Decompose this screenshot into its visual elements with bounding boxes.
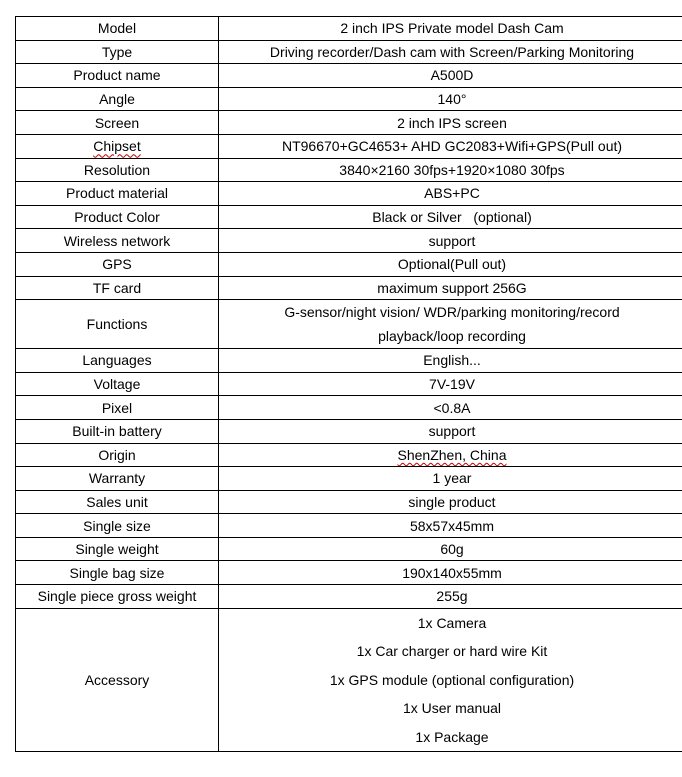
row-value: 1 year bbox=[219, 467, 682, 491]
row-value: 2 inch IPS Private model Dash Cam bbox=[219, 17, 682, 41]
row-label: Warranty bbox=[16, 467, 219, 491]
table-row bbox=[16, 205, 682, 229]
table-row bbox=[16, 443, 682, 467]
row-value bbox=[219, 300, 682, 349]
row-value: 2 inch IPS screen bbox=[219, 111, 682, 135]
spec-table bbox=[15, 16, 682, 752]
row-value: Optional(Pull out) bbox=[219, 252, 682, 276]
row-label: Origin bbox=[16, 443, 219, 467]
row-label: Type bbox=[16, 40, 219, 64]
table-row bbox=[16, 182, 682, 206]
accessory-item: 1x Package bbox=[415, 728, 489, 745]
row-label: Single piece gross weight bbox=[16, 585, 219, 609]
row-label: Single bag size bbox=[16, 561, 219, 585]
row-value: 3840×2160 30fps+1920×1080 30fps bbox=[219, 158, 682, 182]
row-value: <0.8A bbox=[219, 396, 682, 420]
row-value: A500D bbox=[219, 64, 682, 88]
table-row bbox=[16, 490, 682, 514]
table-row bbox=[16, 229, 682, 253]
row-label: Accessory bbox=[16, 608, 219, 752]
row-value: support bbox=[219, 229, 682, 253]
row-label: Product material bbox=[16, 182, 219, 206]
table-row bbox=[16, 514, 682, 538]
table-row bbox=[16, 419, 682, 443]
accessory-item: 1x User manual bbox=[402, 700, 502, 717]
accessory-item: 1x Car charger or hard wire Kit bbox=[356, 643, 548, 660]
table-row bbox=[16, 537, 682, 561]
row-label: Wireless network bbox=[16, 229, 219, 253]
table-row bbox=[16, 134, 682, 158]
table-row bbox=[16, 111, 682, 135]
row-value: 190x140x55mm bbox=[219, 561, 682, 585]
table-row bbox=[16, 158, 682, 182]
row-value: 58x57x45mm bbox=[219, 514, 682, 538]
table-row bbox=[16, 561, 682, 585]
row-label: Pixel bbox=[16, 396, 219, 420]
row-label: Voltage bbox=[16, 372, 219, 396]
table-row bbox=[16, 87, 682, 111]
row-value: 7V-19V bbox=[219, 372, 682, 396]
accessory-item: 1x GPS module (optional configuration) bbox=[329, 671, 575, 688]
row-value: maximum support 256G bbox=[219, 276, 682, 300]
row-label: Model bbox=[16, 17, 219, 41]
row-value: 140° bbox=[219, 87, 682, 111]
row-value: 60g bbox=[219, 537, 682, 561]
row-label: Product Color bbox=[16, 205, 219, 229]
table-row bbox=[16, 585, 682, 609]
row-value: Black or Silver (optional) bbox=[219, 205, 682, 229]
accessory-item: 1x Camera bbox=[417, 614, 487, 631]
row-label: Built-in battery bbox=[16, 419, 219, 443]
table-row bbox=[16, 372, 682, 396]
row-value: support bbox=[219, 419, 682, 443]
table-row bbox=[16, 396, 682, 420]
row-label: Single size bbox=[16, 514, 219, 538]
row-label: Product name bbox=[16, 64, 219, 88]
row-value: NT96670+GC4653+ AHD GC2083+Wifi+GPS(Pull out) bbox=[219, 134, 682, 158]
functions-line: G-sensor/night vision/ WDR/parking monitoring/record bbox=[284, 304, 620, 321]
table-row bbox=[16, 300, 682, 349]
row-label: Angle bbox=[16, 87, 219, 111]
row-value: Driving recorder/Dash cam with Screen/Parking Monitoring bbox=[219, 40, 682, 64]
table-row bbox=[16, 349, 682, 373]
table-row bbox=[16, 252, 682, 276]
row-label: Resolution bbox=[16, 158, 219, 182]
table-row bbox=[16, 608, 682, 752]
row-value: single product bbox=[219, 490, 682, 514]
row-label: Single weight bbox=[16, 537, 219, 561]
row-label: Chipset bbox=[93, 138, 141, 155]
functions-line: playback/loop recording bbox=[378, 328, 526, 345]
table-row bbox=[16, 40, 682, 64]
row-value: ShenZhen, China bbox=[397, 446, 507, 463]
row-label: Screen bbox=[16, 111, 219, 135]
table-row bbox=[16, 467, 682, 491]
row-label: Functions bbox=[16, 300, 219, 349]
row-label: TF card bbox=[16, 276, 219, 300]
row-value: English... bbox=[219, 349, 682, 373]
accessory-list bbox=[219, 608, 682, 752]
table-row bbox=[16, 276, 682, 300]
row-label: GPS bbox=[16, 252, 219, 276]
table-row bbox=[16, 17, 682, 41]
row-label: Sales unit bbox=[16, 490, 219, 514]
table-row bbox=[16, 64, 682, 88]
row-label: Languages bbox=[16, 349, 219, 373]
row-value: 255g bbox=[219, 585, 682, 609]
row-value: ABS+PC bbox=[219, 182, 682, 206]
